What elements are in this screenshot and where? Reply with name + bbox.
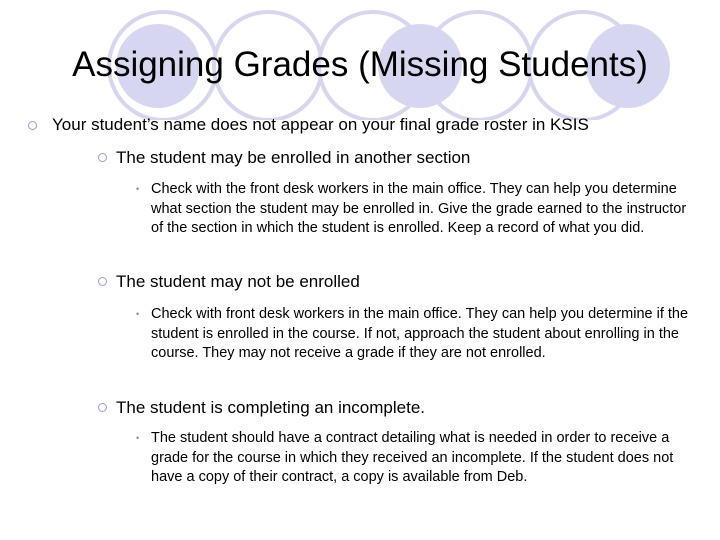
- hollow-circle-icon: [98, 277, 107, 286]
- main-bullet-text: Your student’s name does not appear on your final grade roster in KSIS: [52, 115, 589, 134]
- section-heading-text: The student may be enrolled in another section: [116, 148, 471, 167]
- section-detail-text: Check with the front desk workers in the main office. They can help you determine what section the student may be enrolled in. Give the grade earned to the instructor of the section in which the student is enrolled. Keep a record of what you did.: [151, 181, 687, 236]
- page-title: Assigning Grades (Missing Students): [72, 45, 648, 84]
- hollow-circle-icon: [98, 403, 107, 412]
- hollow-circle-icon: [98, 153, 107, 162]
- dot-icon: •: [136, 433, 140, 443]
- hollow-circle-icon: [28, 121, 37, 130]
- section-heading-text: The student may not be enrolled: [116, 272, 360, 291]
- dot-icon: •: [136, 309, 140, 319]
- section-heading-text: The student is completing an incomplete.: [116, 398, 426, 417]
- dot-icon: •: [136, 184, 140, 194]
- section-detail-text: The student should have a contract detailing what is needed in order to receive a grade for the course in which they received an incomplete. If the student does not have a copy of their contract, a copy is available from Deb.: [151, 430, 674, 485]
- section-detail-text: Check with front desk workers in the main office. They can help you determine if the student is enrolled in the course. If not, approach the student about enrolling in the course. They may not receive a grade if they are not enrolled.: [151, 306, 689, 361]
